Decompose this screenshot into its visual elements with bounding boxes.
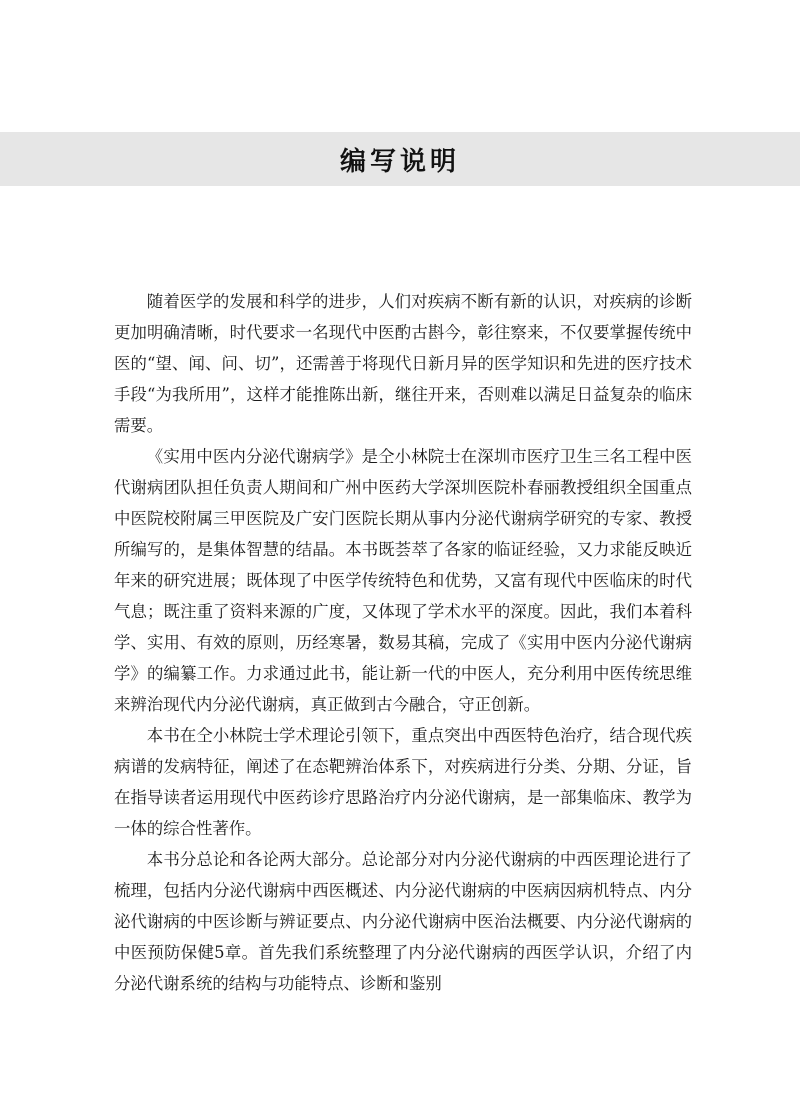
body-text: [114, 286, 692, 999]
page-title: 编写说明: [339, 146, 460, 177]
title-band: [0, 132, 800, 186]
paragraph-4: 本书分总论和各论两大部分。总论部分对内分泌代谢病的中西医理论进行了梳理，包括内分泌代谢病中西医概述、内分泌代谢病的中医病因病机特点、内分泌代谢病的中医诊断与辨证要点、内分泌代谢病中医治法概要、内分泌代谢病的中医预防保健5章。首先我们系统整理了内分泌代谢病的西医学认识，介绍了内分泌代谢系统的结构与功能特点、诊断和鉴别: [114, 850, 692, 993]
paragraph-1: 随着医学的发展和科学的进步，人们对疾病不断有新的认识，对疾病的诊断更加明确清晰，时代要求一名现代中医酌古斟今，彰往察来，不仅要掌握传统中医的“望、闻、问、切”，还需善于将现代日新月异的医学知识和先进的医疗技术手段“为我所用”，这样才能推陈出新，继往开来，否则难以满足日益复杂的临床需要。: [114, 292, 692, 435]
paragraph-2: 《实用中医内分泌代谢病学》是仝小林院士在深圳市医疗卫生三名工程中医代谢病团队担任负责人期间和广州中医药大学深圳医院朴春丽教授组织全国重点中医院校附属三甲医院及广安门医院长期从事内分泌代谢病学研究的专家、教授所编写的，是集体智慧的结晶。本书既荟萃了各家的临证经验，又力求能反映近年来的研究进展；既体现了中医学传统特色和优势，又富有现代中医临床的时代气息；既注重了资料来源的广度，又体现了学术水平的深度。因此，我们本着科学、实用、有效的原则，历经寒暑，数易其稿，完成了《实用中医内分泌代谢病学》的编纂工作。力求通过此书，能让新一代的中医人，充分利用中医传统思维来辨治现代内分泌代谢病，真正做到古今融合，守正创新。: [114, 447, 692, 714]
paragraph-3: 本书在仝小林院士学术理论引领下，重点突出中西医特色治疗，结合现代疾病谱的发病特征，阐述了在态靶辨治体系下，对疾病进行分类、分期、分证，旨在指导读者运用现代中医药诊疗思路治疗内分泌代谢病，是一部集临床、教学为一体的综合性著作。: [114, 726, 692, 838]
